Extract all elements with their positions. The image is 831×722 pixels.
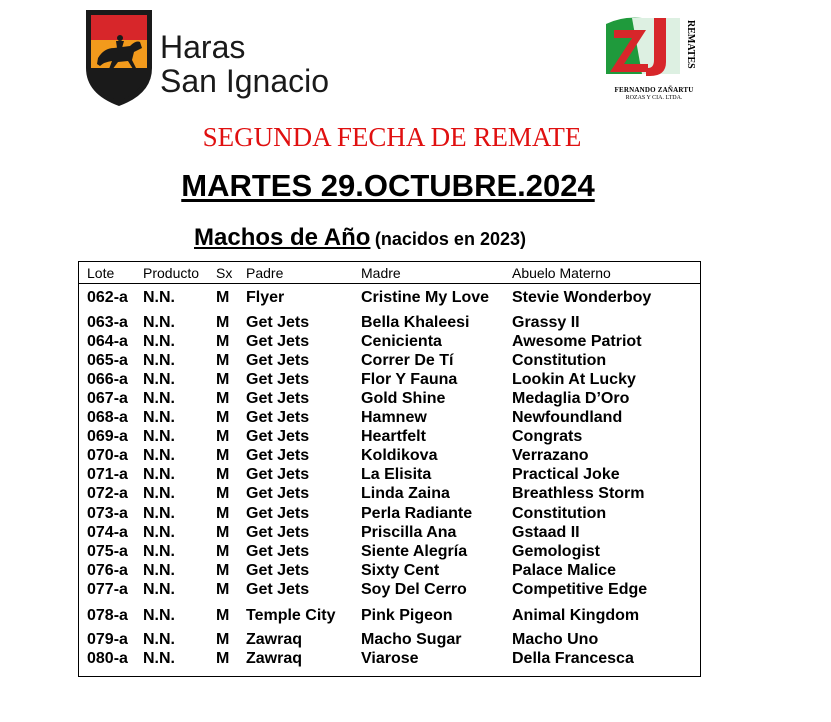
cell-abuelo-materno: Grassy II bbox=[512, 314, 580, 331]
cell-madre: Gold Shine bbox=[361, 390, 446, 407]
cell-abuelo-materno: Constitution bbox=[512, 352, 607, 369]
cell-sx: M bbox=[216, 485, 230, 502]
cell-sx: M bbox=[216, 505, 230, 522]
cell-sx: M bbox=[216, 466, 230, 483]
cell-sx: M bbox=[216, 650, 230, 667]
cell-abuelo-materno: Della Francesca bbox=[512, 650, 634, 667]
cell-abuelo-materno: Verrazano bbox=[512, 447, 589, 464]
cell-padre: Get Jets bbox=[246, 485, 310, 502]
table-row bbox=[79, 289, 700, 308]
cell-madre: Sixty Cent bbox=[361, 562, 440, 579]
brand-name bbox=[160, 30, 329, 98]
cell-lote: 080-a bbox=[87, 650, 128, 667]
haras-san-ignacio-logo bbox=[84, 8, 154, 108]
cell-padre: Get Jets bbox=[246, 581, 310, 598]
header-madre: Madre bbox=[361, 265, 401, 281]
cell-padre: Get Jets bbox=[246, 409, 310, 426]
cell-madre: Cristine My Love bbox=[361, 289, 490, 306]
cell-padre: Temple City bbox=[246, 607, 336, 624]
section-heading bbox=[194, 224, 526, 252]
auction-date: MARTES 29.OCTUBRE.2024 bbox=[181, 168, 595, 203]
table-row bbox=[79, 562, 700, 581]
cell-sx: M bbox=[216, 352, 230, 369]
cell-sx: M bbox=[216, 631, 230, 648]
cell-madre: Koldikova bbox=[361, 447, 438, 464]
cell-lote: 069-a bbox=[87, 428, 128, 445]
cell-padre: Get Jets bbox=[246, 524, 310, 541]
table-row bbox=[79, 333, 700, 352]
cell-padre: Zawraq bbox=[246, 631, 303, 648]
cell-padre: Get Jets bbox=[246, 314, 310, 331]
cell-madre: Soy Del Cerro bbox=[361, 581, 467, 598]
cell-sx: M bbox=[216, 543, 230, 560]
cell-lote: 064-a bbox=[87, 333, 128, 350]
cell-abuelo-materno: Breathless Storm bbox=[512, 485, 645, 502]
cell-lote: 072-a bbox=[87, 485, 128, 502]
cell-lote: 068-a bbox=[87, 409, 128, 426]
cell-abuelo-materno: Lookin At Lucky bbox=[512, 371, 636, 388]
cell-padre: Get Jets bbox=[246, 505, 310, 522]
cell-madre: Macho Sugar bbox=[361, 631, 462, 648]
cell-sx: M bbox=[216, 524, 230, 541]
table-row bbox=[79, 524, 700, 543]
cell-sx: M bbox=[216, 390, 230, 407]
table-row bbox=[79, 505, 700, 524]
cell-lote: 078-a bbox=[87, 607, 128, 624]
cell-padre: Flyer bbox=[246, 289, 285, 306]
cell-madre: Flor Y Fauna bbox=[361, 371, 458, 388]
cell-madre: Linda Zaina bbox=[361, 485, 450, 502]
table-row bbox=[79, 650, 700, 669]
cell-abuelo-materno: Gstaad II bbox=[512, 524, 580, 541]
cell-lote: 077-a bbox=[87, 581, 128, 598]
cell-producto: N.N. bbox=[143, 631, 175, 648]
cell-producto: N.N. bbox=[143, 390, 175, 407]
auction-subtitle: SEGUNDA FECHA DE REMATE bbox=[202, 122, 582, 152]
cell-abuelo-materno: Newfoundland bbox=[512, 409, 623, 426]
table-row bbox=[79, 314, 700, 333]
cell-abuelo-materno: Congrats bbox=[512, 428, 583, 445]
cell-madre: Siente Alegría bbox=[361, 543, 468, 560]
table-row bbox=[79, 607, 700, 626]
cell-lote: 076-a bbox=[87, 562, 128, 579]
table-row bbox=[79, 466, 700, 485]
cell-producto: N.N. bbox=[143, 371, 175, 388]
section-note: (nacidos en 2023) bbox=[374, 229, 526, 249]
remates-vertical-text: REMATES bbox=[685, 20, 696, 69]
cell-abuelo-materno: Stevie Wonderboy bbox=[512, 289, 652, 306]
cell-abuelo-materno: Palace Malice bbox=[512, 562, 617, 579]
cell-padre: Get Jets bbox=[246, 371, 310, 388]
cell-abuelo-materno: Macho Uno bbox=[512, 631, 599, 648]
brand-line2: San Ignacio bbox=[160, 63, 330, 99]
cell-producto: N.N. bbox=[143, 581, 175, 598]
cell-madre: Pink Pigeon bbox=[361, 607, 453, 624]
cell-madre: Perla Radiante bbox=[361, 505, 473, 522]
header-abuelo-materno: Abuelo Materno bbox=[512, 265, 611, 281]
cell-madre: Viarose bbox=[361, 650, 419, 667]
cell-lote: 073-a bbox=[87, 505, 128, 522]
cell-producto: N.N. bbox=[143, 607, 175, 624]
cell-abuelo-materno: Awesome Patriot bbox=[512, 333, 642, 350]
table-row bbox=[79, 631, 700, 650]
cell-padre: Get Jets bbox=[246, 333, 310, 350]
table-row bbox=[79, 409, 700, 428]
cell-lote: 071-a bbox=[87, 466, 128, 483]
cell-sx: M bbox=[216, 607, 230, 624]
table-row bbox=[79, 371, 700, 390]
cell-madre: Cenicienta bbox=[361, 333, 442, 350]
cell-producto: N.N. bbox=[143, 428, 175, 445]
cell-lote: 074-a bbox=[87, 524, 128, 541]
cell-padre: Zawraq bbox=[246, 650, 303, 667]
table-row bbox=[79, 352, 700, 371]
cell-abuelo-materno: Constitution bbox=[512, 505, 607, 522]
cell-producto: N.N. bbox=[143, 650, 175, 667]
cell-lote: 065-a bbox=[87, 352, 128, 369]
cell-madre: Heartfelt bbox=[361, 428, 426, 445]
cell-lote: 075-a bbox=[87, 543, 128, 560]
table-row bbox=[79, 428, 700, 447]
cell-producto: N.N. bbox=[143, 466, 175, 483]
fz-caption-name: FERNANDO ZAÑARTU bbox=[614, 86, 694, 94]
brand-line1: Haras bbox=[160, 29, 246, 65]
table-row bbox=[79, 447, 700, 466]
cell-abuelo-materno: Gemologist bbox=[512, 543, 601, 560]
cell-madre: Hamnew bbox=[361, 409, 427, 426]
lots-table bbox=[78, 261, 701, 677]
cell-producto: N.N. bbox=[143, 314, 175, 331]
cell-abuelo-materno: Medaglia D’Oro bbox=[512, 390, 630, 407]
cell-producto: N.N. bbox=[143, 543, 175, 560]
cell-padre: Get Jets bbox=[246, 562, 310, 579]
cell-padre: Get Jets bbox=[246, 390, 310, 407]
cell-sx: M bbox=[216, 371, 230, 388]
fernando-zanartu-logo bbox=[602, 14, 702, 106]
cell-sx: M bbox=[216, 562, 230, 579]
cell-abuelo-materno: Competitive Edge bbox=[512, 581, 648, 598]
cell-sx: M bbox=[216, 333, 230, 350]
cell-lote: 062-a bbox=[87, 289, 128, 306]
cell-lote: 070-a bbox=[87, 447, 128, 464]
cell-sx: M bbox=[216, 314, 230, 331]
cell-padre: Get Jets bbox=[246, 447, 310, 464]
header-lote: Lote bbox=[87, 265, 115, 281]
fz-caption-company: ROZAS Y CIA. LTDA. bbox=[625, 95, 683, 101]
cell-lote: 066-a bbox=[87, 371, 128, 388]
cell-producto: N.N. bbox=[143, 485, 175, 502]
cell-producto: N.N. bbox=[143, 289, 175, 306]
cell-sx: M bbox=[216, 409, 230, 426]
table-row bbox=[79, 390, 700, 409]
header-padre: Padre bbox=[246, 265, 284, 281]
header-sx: Sx bbox=[216, 265, 233, 281]
table-row bbox=[79, 485, 700, 504]
cell-madre: La Elisita bbox=[361, 466, 432, 483]
cell-producto: N.N. bbox=[143, 409, 175, 426]
section-title: Machos de Año bbox=[194, 224, 371, 251]
header-producto: Producto bbox=[143, 265, 200, 281]
cell-madre: Correr De Tí bbox=[361, 352, 454, 369]
cell-madre: Priscilla Ana bbox=[361, 524, 457, 541]
cell-sx: M bbox=[216, 581, 230, 598]
cell-lote: 067-a bbox=[87, 390, 128, 407]
cell-padre: Get Jets bbox=[246, 466, 310, 483]
cell-padre: Get Jets bbox=[246, 543, 310, 560]
cell-abuelo-materno: Practical Joke bbox=[512, 466, 620, 483]
fz-logo-icon bbox=[602, 14, 702, 86]
cell-producto: N.N. bbox=[143, 524, 175, 541]
cell-lote: 079-a bbox=[87, 631, 128, 648]
cell-producto: N.N. bbox=[143, 447, 175, 464]
cell-producto: N.N. bbox=[143, 505, 175, 522]
table-row bbox=[79, 581, 700, 600]
cell-lote: 063-a bbox=[87, 314, 128, 331]
cell-producto: N.N. bbox=[143, 352, 175, 369]
cell-madre: Bella Khaleesi bbox=[361, 314, 470, 331]
cell-padre: Get Jets bbox=[246, 352, 310, 369]
cell-producto: N.N. bbox=[143, 562, 175, 579]
table-header bbox=[79, 262, 700, 284]
shield-horse-icon bbox=[84, 8, 154, 108]
cell-abuelo-materno: Animal Kingdom bbox=[512, 607, 640, 624]
cell-sx: M bbox=[216, 447, 230, 464]
cell-padre: Get Jets bbox=[246, 428, 310, 445]
cell-producto: N.N. bbox=[143, 333, 175, 350]
cell-sx: M bbox=[216, 289, 230, 306]
table-row bbox=[79, 543, 700, 562]
cell-sx: M bbox=[216, 428, 230, 445]
